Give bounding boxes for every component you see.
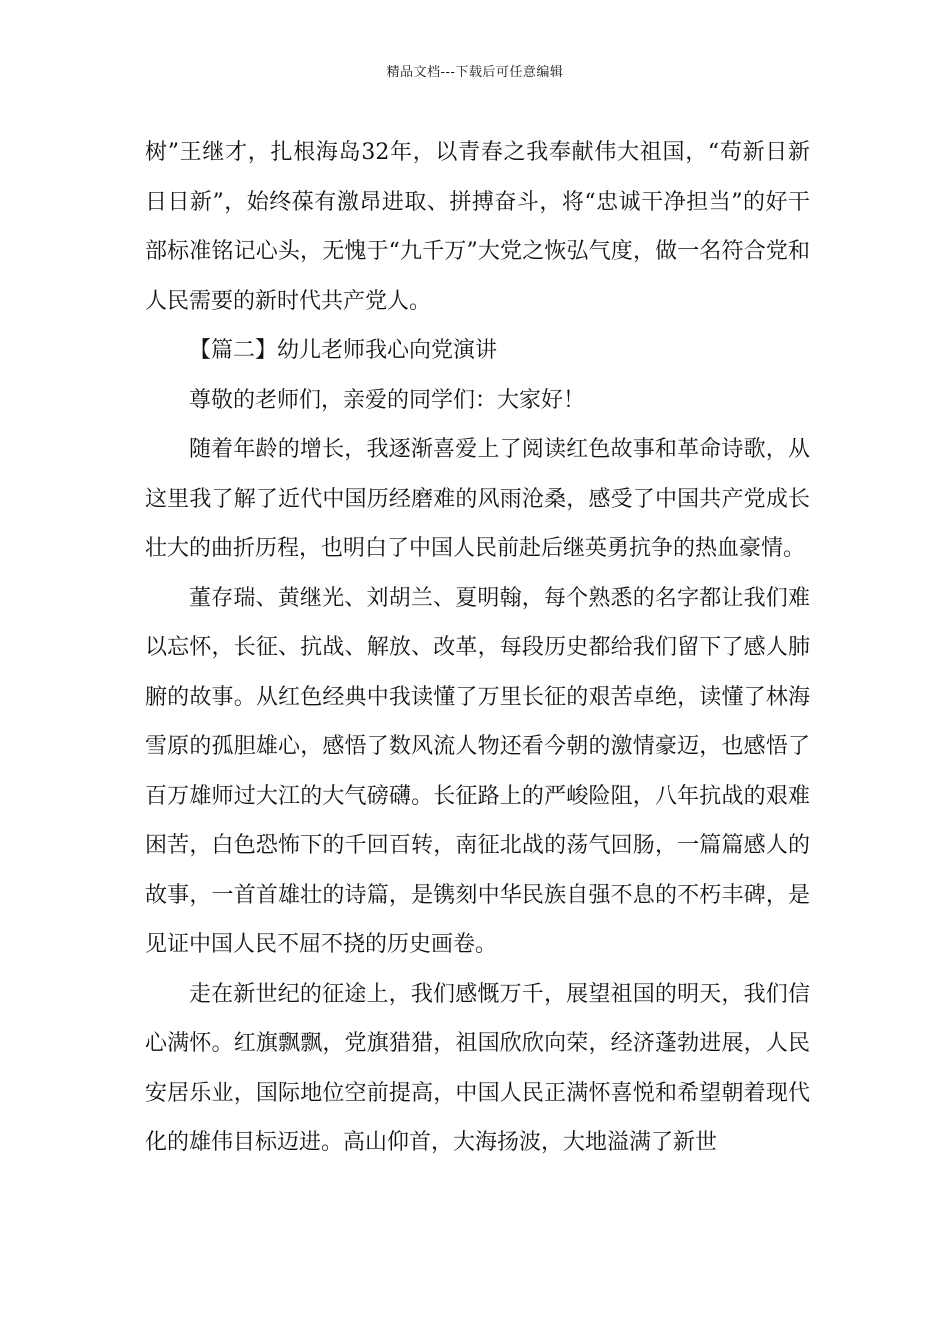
greeting-paragraph: 尊敬的老师们，亲爱的同学们：大家好！ (189, 387, 586, 413)
paragraph: 随着年龄的增长，我逐渐喜爱上了阅读红色故事和革命诗歌，从这里我了解了近代中国历经磨难的风雨沧桑，感受了中国共产党成长壮大的曲折历程，也明白了中国人民前赴后继英勇抗争的热血豪情。 (145, 437, 810, 561)
document-body (145, 128, 810, 1168)
paragraph-continuation: 树”王继才，扎根海岛32年，以青春之我奉献伟大祖国，“苟新日新日日新”，始终葆有激昂进取、拼搏奋斗，将“忠诚干净担当”的好干部标准铭记心头，无愧于“九千万”大党之恢弘气度，做一名符合党和人民需要的新时代共产党人。 (145, 140, 810, 314)
paragraph: 走在新世纪的征途上，我们感慨万千，展望祖国的明天，我们信心满怀。红旗飘飘，党旗猎猎，祖国欣欣向荣，经济蓬勃进展，人民安居乐业，国际地位空前提高，中国人民正满怀喜悦和希望朝着现代化的雄伟目标迈进。高山仰首，大海扬波，大地溢满了新世 (145, 981, 810, 1155)
section-heading: 【篇二】幼儿老师我心向党演讲 (189, 338, 498, 363)
paragraph: 董存瑞、黄继光、刘胡兰、夏明翰，每个熟悉的名字都让我们难以忘怀，长征、抗战、解放、改革，每段历史都给我们留下了感人肺腑的故事。从红色经典中我读懂了万里长征的艰苦卓绝，读懂了林海雪原的孤胆雄心，感悟了数风流人物还看今朝的激情豪迈，也感悟了百万雄师过大江的大气磅礴。长征路上的严峻险阻，八年抗战的艰难困苦，白色恐怖下的千回百转，南征北战的荡气回肠，一篇篇感人的故事，一首首雄壮的诗篇，是镌刻中华民族自强不息的不朽丰碑，是见证中国人民不屈不挠的历史画卷。 (145, 585, 810, 957)
page-header: 精品文档---下载后可任意编辑 (386, 65, 564, 80)
